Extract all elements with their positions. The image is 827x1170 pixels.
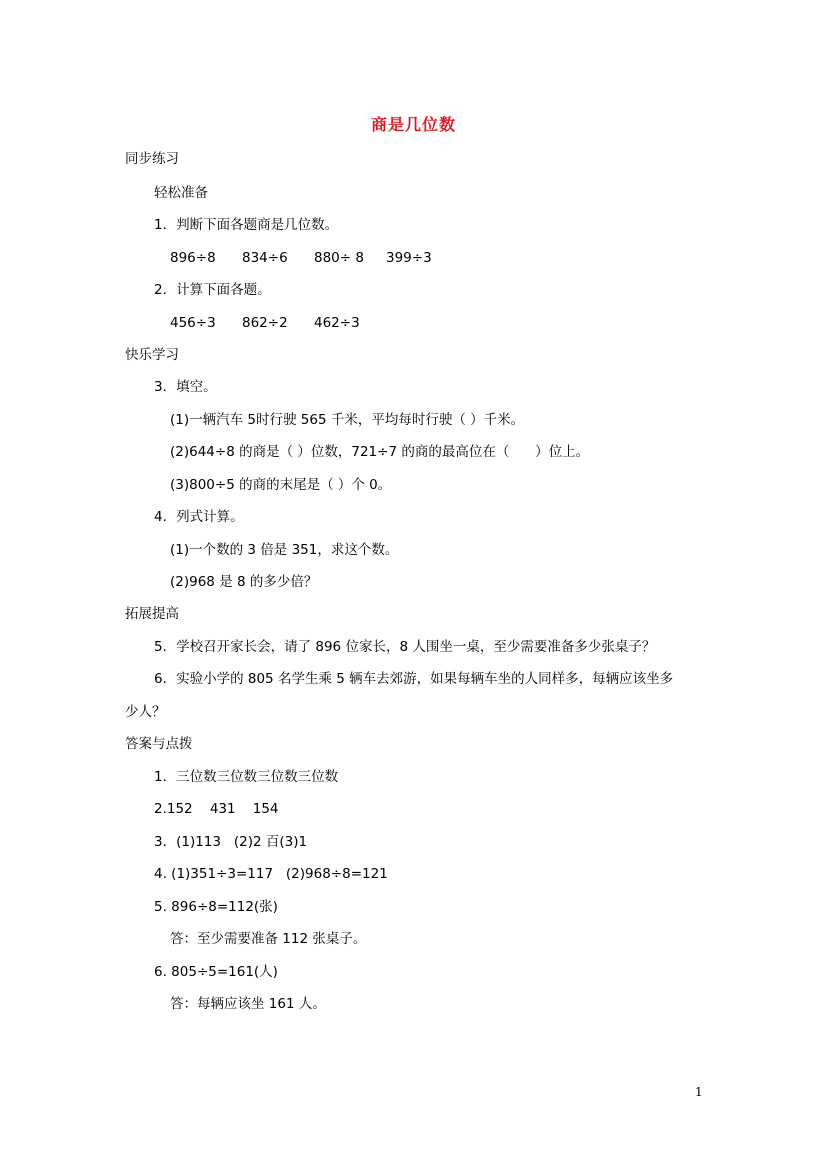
question-2-item: 456÷3 <box>170 315 216 331</box>
question-4-part-1: (1)一个数的 3 倍是 351，求这个数。 <box>170 542 399 558</box>
section-sync-practice: 同步练习 <box>125 151 179 167</box>
question-3-part-2: (2)644÷8 的商是（ ）位数，721÷7 的商的最高位在（ ）位上。 <box>170 444 590 460</box>
answer-2: 2.152 431 154 <box>154 801 279 817</box>
question-3: 3．填空。 <box>154 379 217 395</box>
answer-4: 4. (1)351÷3=117 (2)968÷8=121 <box>154 866 388 882</box>
answer-1: 1．三位数三位数三位数三位数 <box>154 769 339 785</box>
question-3-part-3: (3)800÷5 的商的末尾是（ ）个 0。 <box>170 477 392 493</box>
answer-6-statement: 答：每辆应该坐 161 人。 <box>170 996 326 1012</box>
question-2: 2．计算下面各题。 <box>154 282 271 298</box>
question-4-part-2: (2)968 是 8 的多少倍？ <box>170 574 318 590</box>
question-1-item: 399÷3 <box>386 250 432 266</box>
document-title: 商是几位数 <box>370 115 456 134</box>
question-1-items <box>170 249 458 267</box>
question-5: 5．学校召开家长会，请了 896 位家长，8 人围坐一桌，至少需要准备多少张桌子？ <box>154 639 656 655</box>
question-4: 4．列式计算。 <box>154 509 244 525</box>
question-1-item: 880÷ 8 <box>314 250 364 266</box>
question-1-item: 896÷8 <box>170 250 216 266</box>
answer-5: 5. 896÷8=112(张) <box>154 899 278 915</box>
answer-3: 3．(1)113 (2)2 百(3)1 <box>154 834 308 850</box>
question-2-items <box>170 314 386 332</box>
question-2-item: 862÷2 <box>242 315 288 331</box>
question-2-item: 462÷3 <box>314 315 360 331</box>
section-happy-learning: 快乐学习 <box>125 347 179 363</box>
answer-5-statement: 答：至少需要准备 112 张桌子。 <box>170 931 367 947</box>
section-easy-prep: 轻松准备 <box>154 185 208 201</box>
question-1-item: 834÷6 <box>242 250 288 266</box>
section-extension: 拓展提高 <box>125 606 179 622</box>
question-6-line-1: 6．实验小学的 805 名学生乘 5 辆车去郊游，如果每辆车坐的人同样多，每辆应该坐多 <box>154 671 674 687</box>
question-1: 1．判断下面各题商是几位数。 <box>154 217 339 233</box>
section-answers: 答案与点拨 <box>125 736 193 752</box>
answer-6: 6. 805÷5=161(人) <box>154 964 278 980</box>
page-number: 1 <box>695 1085 703 1099</box>
question-3-part-1: (1)一辆汽车 5时行驶 565 千米，平均每时行驶（ ）千米。 <box>170 412 525 428</box>
question-6-line-2: 少人？ <box>125 704 166 720</box>
